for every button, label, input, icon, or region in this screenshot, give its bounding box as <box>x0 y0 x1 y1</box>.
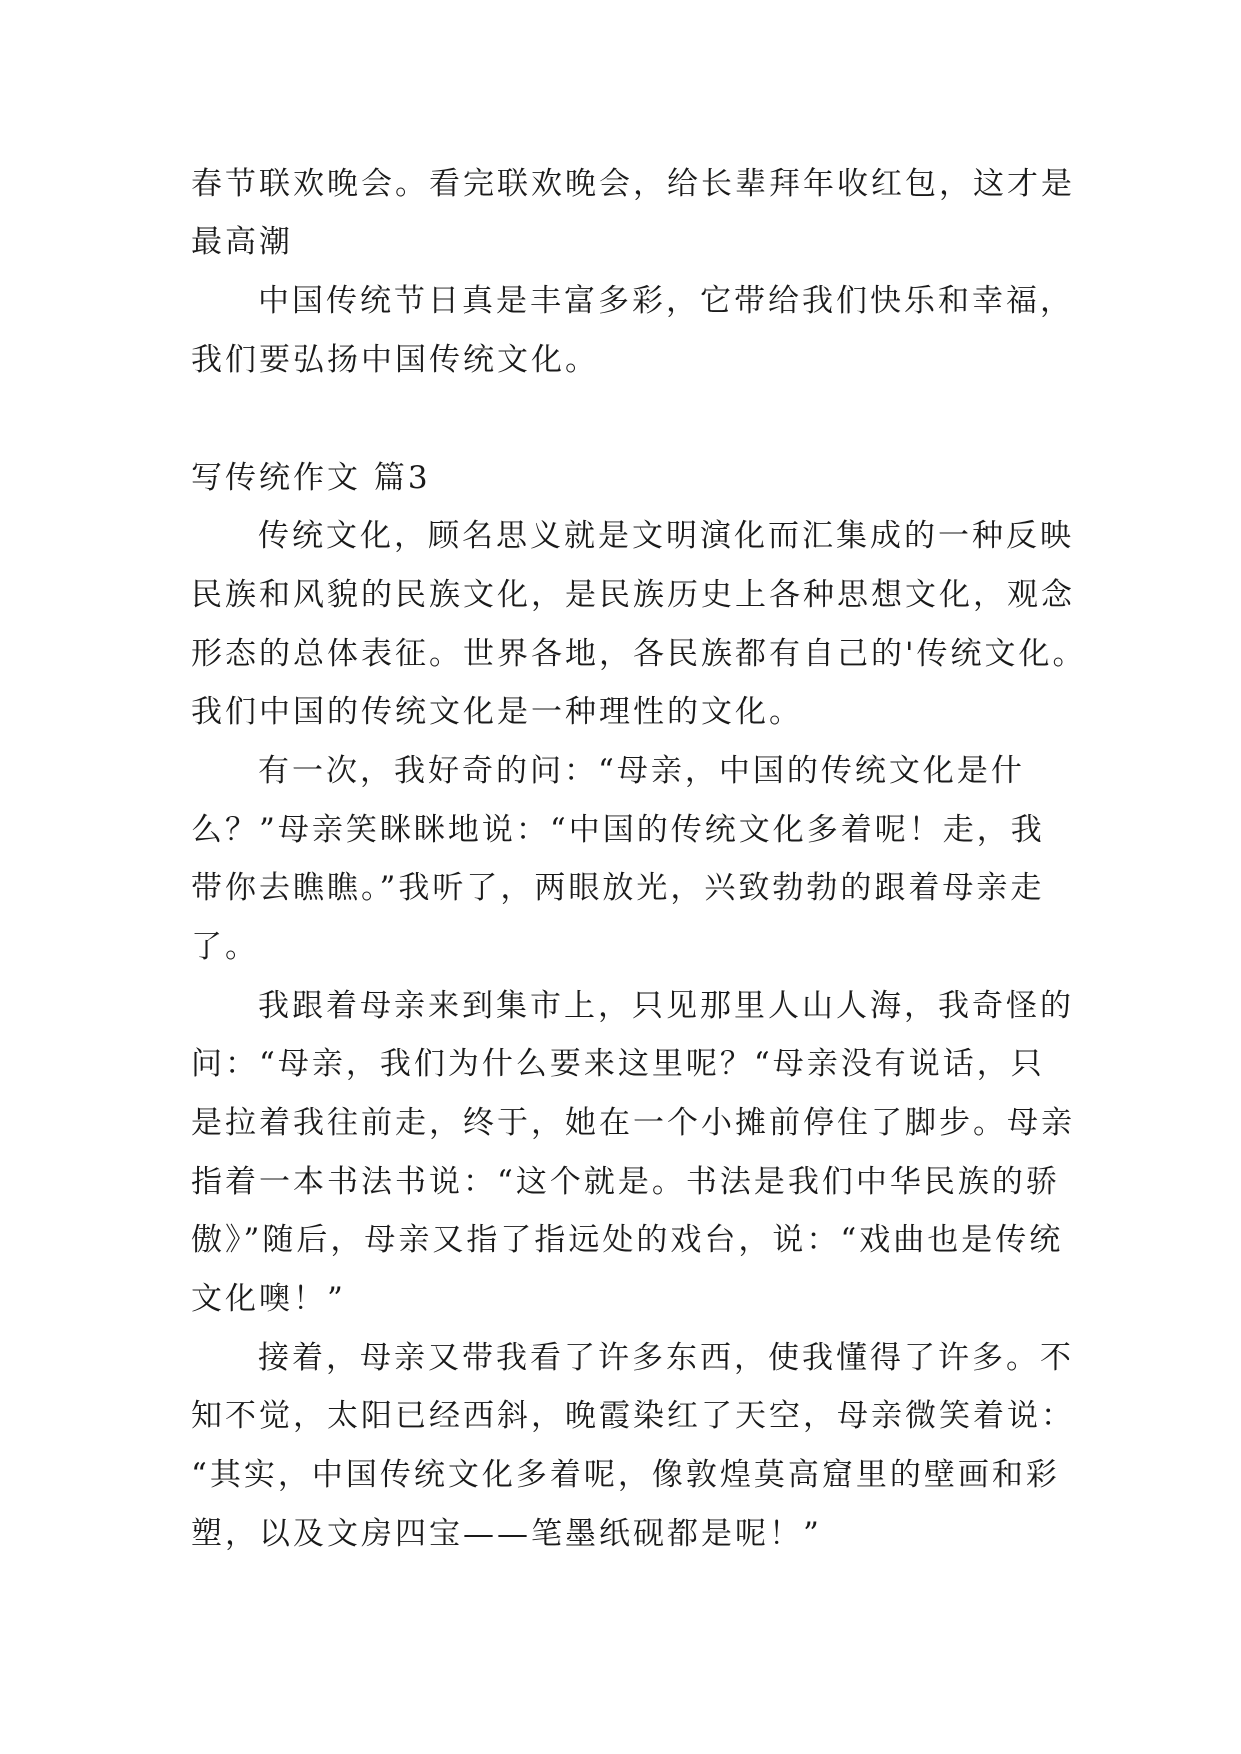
section-title: 写传统作文 篇3 <box>191 460 431 496</box>
text-line: 传统文化，顾名思义就是文明演化而汇集成的一种反映 <box>258 518 1074 554</box>
text-line: 问：“母亲，我们为什么要来这里呢？“母亲没有说话，只 <box>191 1046 1045 1082</box>
text-line: 知不觉，太阳已经西斜，晚霞染红了天空，母亲微笑着说： <box>191 1398 1075 1434</box>
text-line: 民族和风貌的民族文化，是民族历史上各种思想文化，观念 <box>191 577 1075 613</box>
text-line: 文化噢！” <box>191 1281 346 1317</box>
text-line: 指着一本书法书说：“这个就是。书法是我们中华民族的骄 <box>191 1164 1060 1200</box>
text-line: 春节联欢晚会。看完联欢晚会，给长辈拜年收红包，这才是 <box>191 166 1075 202</box>
text-line: “其实，中国传统文化多着呢，像敦煌莫高窟里的壁画和彩 <box>191 1457 1060 1493</box>
text-line: 接着，母亲又带我看了许多东西，使我懂得了许多。不 <box>258 1340 1074 1376</box>
text-line: 傲》”随后，母亲又指了指远处的戏台，说：“戏曲也是传统 <box>191 1222 1064 1258</box>
text-line: 中国传统节日真是丰富多彩，它带给我们快乐和幸福， <box>258 283 1074 319</box>
text-line: 了。 <box>191 929 259 965</box>
text-line: 我们中国的传统文化是一种理性的文化。 <box>191 694 803 730</box>
text-line: 有一次，我好奇的问：“母亲，中国的传统文化是什 <box>258 753 1025 789</box>
text-line: 带你去瞧瞧。”我听了，两眼放光，兴致勃勃的跟着母亲走 <box>191 870 1045 906</box>
text-line: 我跟着母亲来到集市上，只见那里人山人海，我奇怪的 <box>258 988 1074 1024</box>
text-line: 形态的总体表征。世界各地，各民族都有自己的'传统文化。 <box>191 636 1087 672</box>
text-line: 塑，以及文房四宝——笔墨纸砚都是呢！” <box>191 1516 822 1552</box>
text-line: 是拉着我往前走，终于，她在一个小摊前停住了脚步。母亲 <box>191 1105 1075 1141</box>
text-line: 我们要弘扬中国传统文化。 <box>191 342 599 378</box>
text-line: 最高潮 <box>191 224 293 260</box>
text-line: 么？”母亲笑眯眯地说：“中国的传统文化多着呢！走，我 <box>191 812 1045 848</box>
